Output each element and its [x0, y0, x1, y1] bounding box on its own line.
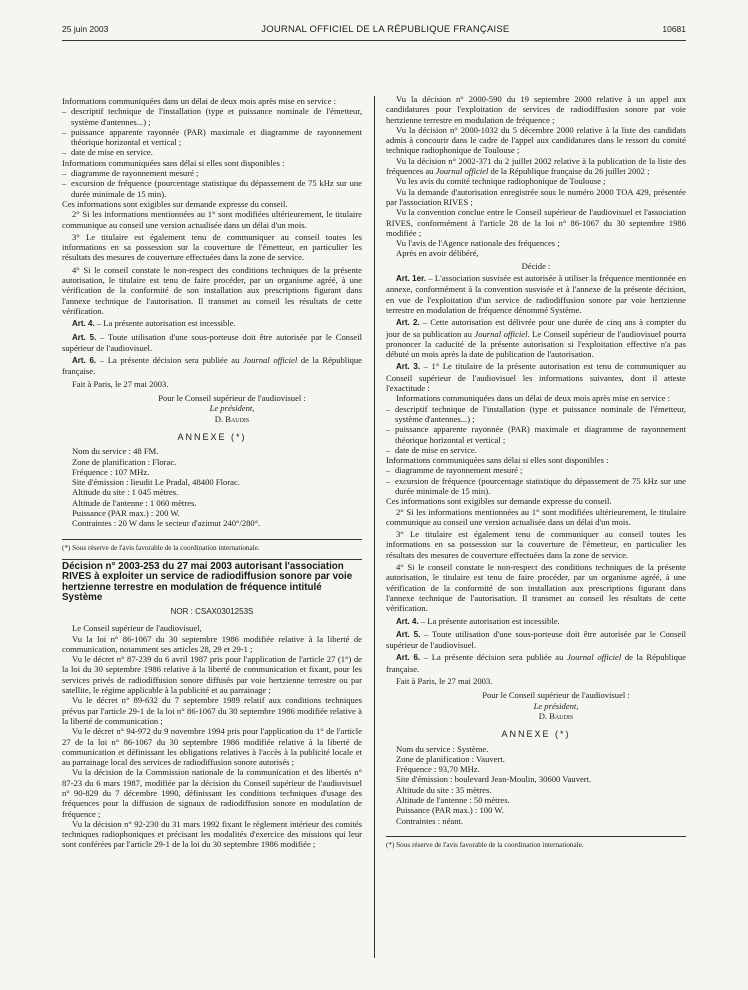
- list-item: – date de mise en service.: [386, 445, 686, 455]
- visa: Vu la décision n° 2000-590 du 19 septembre 2000 relative à un appel aux candidatures pour l'exploitation de services de radiodiffusion sonore par voie hertzienne terrestre en modulation de fréquence ;: [386, 94, 686, 125]
- done-at: Fait à Paris, le 27 mai 2003.: [72, 378, 169, 389]
- annex-item: Nom du service : 48 FM.: [72, 446, 159, 457]
- done-at: Fait à Paris, le 27 mai 2003.: [396, 676, 493, 687]
- info-intro: Informations communiquées dans un délai de deux mois après mise en service :: [396, 393, 670, 404]
- annex-item: Altitude de l'antenne : 50 mètres.: [396, 795, 510, 805]
- annex-item: Altitude de l'antenne : 1 060 mètres.: [72, 497, 197, 508]
- annex-item: Contraintes : 20 W dans le secteur d'azimut 240°/280°.: [72, 518, 261, 529]
- article-label: Art. 3.: [396, 362, 421, 372]
- right-column: [386, 94, 686, 850]
- list-item: – descriptif technique de l'installation (type et puissance nominale de l'émetteur, système d'antennes...) ;: [62, 106, 362, 127]
- article-label: Art. 5.: [396, 629, 421, 639]
- list-item: – date de mise en service.: [62, 147, 362, 157]
- info-intro-2: Informations communiquées sans délai si elles sont disponibles :: [62, 157, 285, 168]
- info-intro: Informations communiquées dans un délai de deux mois après mise en service :: [62, 96, 336, 106]
- article-6: Art. 6. – La présente décision sera publiée au Journal officiel de la République française.: [62, 355, 362, 377]
- list-item: – puissance apparente rayonnée (PAR) maximale et diagramme de rayonnement théorique horizontal et vertical ;: [386, 424, 686, 445]
- visa: Vu la décision n° 2000-1032 du 5 décembre 2000 relative à la liste des candidats admis à concourir dans le cadre de l'appel aux candidatures dans le ressort du comité technique radiophonique de Toulouse ;: [386, 124, 686, 156]
- visa: Après en avoir délibéré,: [396, 248, 479, 259]
- availability-note: Ces informations sont exigibles sur demande expresse du conseil.: [62, 198, 288, 209]
- annex-list: [62, 446, 362, 528]
- paragraph-3: 3° Le titulaire est également tenu de communiquer au conseil toutes les informations en sa possession sur la couverture de l'émetteur, en particulier les résultats des mesures de couverture effectuées dans la zone de service.: [386, 529, 686, 560]
- article-label: Art. 6.: [396, 653, 421, 663]
- paragraph-3: 3° Le titulaire est également tenu de communiquer au conseil toutes les informations en sa possession sur la couverture de l'émetteur, en particulier les résultats des mesures de couverture effectuées dans la zone de service.: [62, 231, 362, 263]
- visa: Vu la demande d'autorisation enregistrée sous le numéro 2000 TOA 429, présentée par l'association RIVES ;: [386, 186, 686, 207]
- annex-item: Site d'émission : boulevard Jean-Moulin, 30600 Vauvert.: [396, 774, 592, 785]
- header-page-number: 10681: [662, 24, 686, 34]
- list-item: – diagramme de rayonnement mesuré ;: [386, 465, 686, 475]
- visa: Vu la décision n° 92-230 du 31 mars 1992 fixant le règlement intérieur des comités techniques radiophoniques et précisant les modalités d'exercice des missions qui leur sont conférées par l'article 29-1 de la loi du 30 septembre 1986 modifiée ;: [62, 818, 362, 850]
- article-label: Art. 6.: [72, 356, 97, 366]
- article-2: Art. 2. – Cette autorisation est délivrée pour une durée de cinq ans à compter du jour de sa publication au Journal officiel. Le Conseil supérieur de l'audiovisuel pourra prononcer la caducité de la présente autorisation si l'exploitation effective n'a pas débuté un mois après la date de publication de l'autorisation.: [386, 317, 687, 360]
- footnote: (*) Sous réserve de l'avis favorable de la coordination internationale.: [386, 840, 584, 849]
- visa: Vu la convention conclue entre le Conseil supérieur de l'audiovisuel et l'association RIVES, conformément à l'article 28 de la loi n° 86-1067 du 30 septembre 1986 modifiée ;: [386, 207, 686, 238]
- article-label: Art. 1er.: [396, 274, 426, 284]
- paragraph-2: 2° Si les informations mentionnées au 1° sont modifiées ultérieurement, le titulaire communique au conseil une version actualisée dans un délai d'un mois.: [386, 506, 686, 527]
- annex-item: Contraintes : néant.: [396, 815, 464, 826]
- annex-title: ANNEXE (*): [501, 729, 571, 740]
- annex-item: Site d'émission : lieudit Le Pradal, 48400 Florac.: [72, 477, 240, 488]
- annex-title: ANNEXE (*): [177, 431, 247, 442]
- signatory-name: D. Baudis: [538, 710, 574, 721]
- council-heading: Le Conseil supérieur de l'audiovisuel,: [72, 623, 202, 634]
- header-title: JOURNAL OFFICIEL DE LA RÉPUBLIQUE FRANÇAISE: [261, 23, 510, 35]
- visa: Vu la décision n° 2002-371 du 2 juillet 2002 relative à la publication de la liste des fréquences au Journal officiel de la République française du 26 juillet 2002 ;: [386, 155, 686, 177]
- annex-list: [386, 744, 686, 826]
- footnote: (*) Sous réserve de l'avis favorable de la coordination internationale.: [62, 543, 260, 552]
- column-divider: [374, 96, 375, 958]
- article-label: Art. 4.: [72, 319, 95, 329]
- nor-reference: NOR : CSAX0301253S: [170, 606, 254, 616]
- paragraph-2: 2° Si les informations mentionnées au 1° sont modifiées ultérieurement, le titulaire communique au conseil une version actualisée dans un délai d'un mois.: [62, 209, 362, 230]
- article-label: Art. 4.: [396, 616, 419, 626]
- list-item: – diagramme de rayonnement mesuré ;: [62, 168, 362, 178]
- annex-item: Fréquence : 93,70 MHz.: [396, 764, 480, 775]
- article-4: Art. 4. – La présente autorisation est incessible.: [396, 615, 560, 626]
- header-date: 25 juin 2003: [62, 24, 109, 34]
- decision-title: Décision n° 2003-253 du 27 mai 2003 autorisant l'association RIVES à exploiter un service de radiodiffusion sonore par voie hertzienne terrestre en modulation de fréquence intitulé Système: [62, 560, 353, 604]
- annex-item: Puissance (PAR max.) : 200 W.: [72, 507, 180, 518]
- annex-item: Zone de planification : Vauvert.: [396, 753, 505, 764]
- list-item: – puissance apparente rayonnée (PAR) maximale et diagramme de rayonnement théorique horizontal et vertical ;: [62, 127, 362, 148]
- visa: Vu le décret n° 94-972 du 9 novembre 1994 pris pour l'application du 1° de l'article 27 de la loi n° 86-1067 du 30 septembre 1986 modifiée relative à la liberté de communication et définissant les obligations relatives à l'accès à la publicité locale et au parrainage local des services de radiodiffusion sonore autorisés ;: [62, 726, 362, 768]
- signature-block: Pour le Conseil supérieur de l'audiovisuel : Le président, D. Baudis: [426, 690, 686, 721]
- visa: Vu l'avis de l'Agence nationale des fréquences ;: [396, 238, 560, 249]
- visa: Vu la décision de la Commission nationale de la communication et des libertés n° 87-23 du 6 mars 1987, modifiée par la décision du Conseil supérieur de l'audiovisuel n° 90-829 du 7 décembre 1990, définissant les conditions techniques d'usage des fréquences pour la diffusion de signaux de radiodiffusion sonore en modulation de fréquence ;: [62, 767, 362, 819]
- annex-item: Puissance (PAR max.) : 100 W.: [396, 805, 504, 816]
- paragraph-4: 4° Si le conseil constate le non-respect des conditions techniques de la présente autorisation, le titulaire est tenu de faire procéder, par un organisme agréé, à une vérification de la conformité de son installation aux prescriptions figurant dans l'annexe technique de l'autorisation. Il transmet au conseil les résultats de cette vérification.: [386, 562, 686, 614]
- list-item: – excursion de fréquence (pourcentage statistique du dépassement de 75 kHz sur une durée minimale de 15 min).: [386, 476, 686, 497]
- article-3: Art. 3. – 1° Le titulaire de la présente autorisation est tenu de communiquer au Conseil supérieur de l'audiovisuel les informations suivantes, dont il atteste l'exactitude :: [386, 361, 687, 394]
- annex-item: Fréquence : 107 MHz.: [72, 466, 150, 477]
- decide-heading: Décide :: [521, 260, 551, 271]
- article-1: Art. 1er. – L'association susvisée est autorisée à utiliser la fréquence mentionnée en annexe, conformément à la convention susvisée et à l'annexe de la présente décision, en vue de l'exploitation d'un service de radiodiffusion sonore par voie hertzienne terrestre en modulation de fréquence dénommé Système.: [386, 273, 687, 315]
- annex-item: Altitude du site : 1 045 mètres.: [72, 487, 179, 498]
- availability-note: Ces informations sont exigibles sur demande expresse du conseil.: [386, 496, 612, 507]
- signature-block: Pour le Conseil supérieur de l'audiovisuel : Le président, D. Baudis: [102, 393, 362, 424]
- list-item: – descriptif technique de l'installation (type et puissance nominale de l'émetteur, système d'antennes...) ;: [386, 404, 686, 425]
- annex-item: Altitude du site : 35 mètres.: [396, 784, 492, 795]
- article-6: Art. 6. – La présente décision sera publiée au Journal officiel de la République française.: [386, 652, 686, 674]
- annex-item: Nom du service : Système.: [396, 743, 489, 754]
- page-header: [62, 22, 686, 36]
- article-4: Art. 4. – La présente autorisation est incessible.: [72, 318, 236, 329]
- article-5: Art. 5. – Toute utilisation d'une sous-porteuse doit être autorisée par le Conseil supérieur de l'audiovisuel.: [386, 628, 687, 651]
- visa: Vu le décret n° 89-632 du 7 septembre 1989 relatif aux conditions techniques prévus par l'article 29-1 de la loi n° 86-1067 du 30 septembre 1986 modifiée relative à la liberté de communication ;: [62, 695, 362, 726]
- left-column: [62, 96, 362, 850]
- visa: Vu le décret n° 87-239 du 6 avril 1987 pris pour l'application de l'article 27 (1°) de la loi du 30 septembre 1986 relative à la liberté de communication et fixant, pour les services privés de radiodiffusion sonore diffusés par voie hertzienne terrestre ou par satellite, le régime applicable à la publicité et au parrainage ;: [62, 654, 362, 696]
- footnote-rule: [62, 539, 362, 540]
- visa: Vu la loi n° 86-1067 du 30 septembre 1986 modifiée relative à la liberté de communication, notamment ses articles 28, 29 et 29-1 ;: [62, 633, 362, 654]
- paragraph-4: 4° Si le conseil constate le non-respect des conditions techniques de la présente autorisation, le titulaire est tenu de faire procéder, par un organisme agréé, à une vérification de la conformité de son installation aux prescriptions figurant dans l'annexe technique de l'autorisation. Il transmet au conseil les résultats de cette vérification.: [62, 264, 362, 316]
- article-5: Art. 5. – Toute utilisation d'une sous-porteuse doit être autorisée par le Conseil supérieur de l'audiovisuel.: [62, 331, 363, 353]
- visa: Vu les avis du comité technique radiophonique de Toulouse ;: [396, 176, 606, 187]
- annex-item: Zone de planification : Florac.: [72, 456, 177, 467]
- list-item: – excursion de fréquence (pourcentage statistique du dépassement de 75 kHz sur une durée minimale de 15 min).: [62, 178, 362, 199]
- section-rule: [62, 559, 362, 560]
- info-intro-2: Informations communiquées sans délai si elles sont disponibles :: [386, 455, 609, 466]
- article-label: Art. 5.: [72, 332, 97, 342]
- signatory-name: D. Baudis: [214, 413, 250, 424]
- footnote-rule: [386, 836, 686, 837]
- article-label: Art. 2.: [396, 318, 420, 328]
- header-rule: [62, 40, 686, 41]
